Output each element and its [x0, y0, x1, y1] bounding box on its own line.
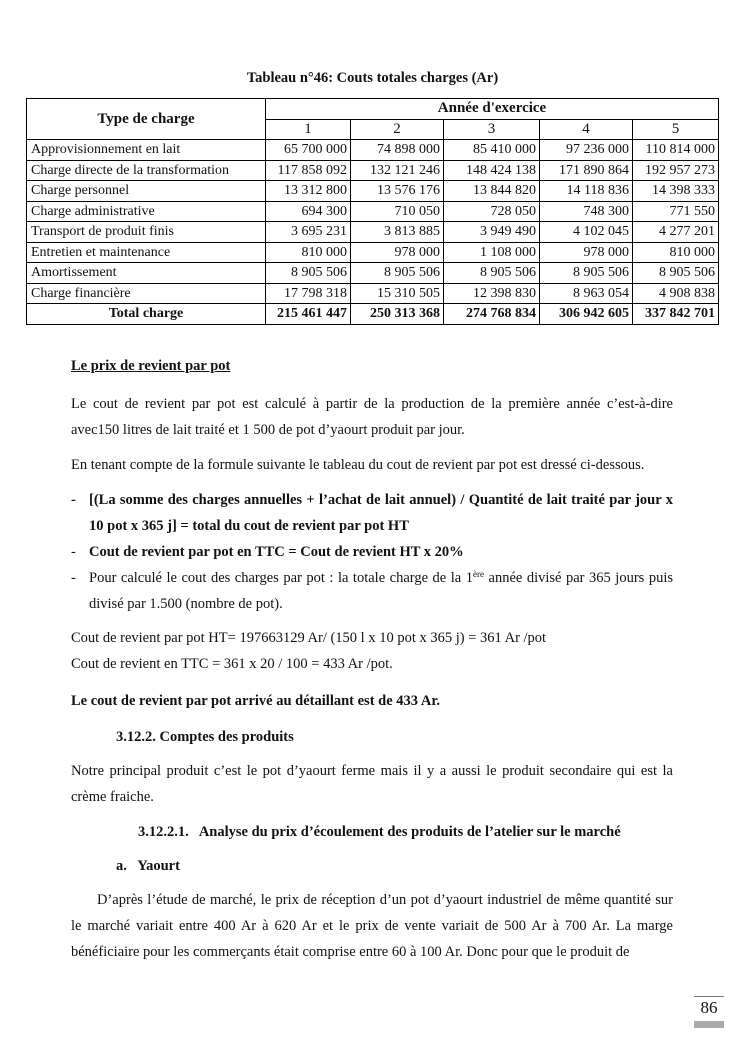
cell-value: 3 949 490: [444, 222, 540, 243]
header-year-4: 4: [540, 119, 633, 140]
heading-analyse-prix: 3.12.2.1. Analyse du prix d’écoulement des produits de l’atelier sur le marché: [138, 824, 621, 840]
page-number-bar: [694, 1021, 724, 1028]
cell-value: 8 905 506: [540, 263, 633, 284]
row-label: Charge personnel: [27, 181, 266, 202]
total-value: 274 768 834: [444, 304, 540, 325]
cell-value: 74 898 000: [351, 140, 444, 161]
cell-value: 8 963 054: [540, 283, 633, 304]
bullet-formule-ttc: [71, 539, 673, 565]
cell-value: 3 695 231: [266, 222, 351, 243]
header-annee-exercice: Année d'exercice: [266, 99, 719, 120]
row-label: Charge administrative: [27, 201, 266, 222]
bullet-calcul-charges: [71, 565, 673, 617]
cell-value: 15 310 505: [351, 283, 444, 304]
total-value: 215 461 447: [266, 304, 351, 325]
row-label: Entretien et maintenance: [27, 242, 266, 263]
superscript: ère: [473, 569, 484, 579]
total-value: 250 313 368: [351, 304, 444, 325]
cell-value: 85 410 000: [444, 140, 540, 161]
paragraph-cout-revient: Le cout de revient par pot est calculé à partir de la production de la première année c’est-à-dire avec150 litres de lait traité et 1 500 de pot d’yaourt produit par jour.: [71, 396, 673, 438]
cell-value: 13 576 176: [351, 181, 444, 202]
paragraph-yaourt: D’après l’étude de marché, le prix de réception d’un pot d’yaourt industriel de même quantité sur le marché variait entre 400 Ar à 620 Ar et le prix de vente variait de 500 Ar à 700 Ar. La marge bénéficiaire pour les commerçants était comprise entre 60 à 100 Ar. Donc pour que le produit de: [71, 892, 673, 960]
bullet-dash: -: [71, 570, 76, 586]
cell-value: 4 102 045: [540, 222, 633, 243]
header-year-2: 2: [351, 119, 444, 140]
cell-value: 13 844 820: [444, 181, 540, 202]
cell-value: 771 550: [633, 201, 719, 222]
cell-value: 97 236 000: [540, 140, 633, 161]
cell-value: 14 398 333: [633, 181, 719, 202]
heading-yaourt: a. Yaourt: [116, 858, 180, 874]
cell-value: 4 277 201: [633, 222, 719, 243]
cell-value: 810 000: [633, 242, 719, 263]
cell-value: 192 957 273: [633, 160, 719, 181]
row-label: Amortissement: [27, 263, 266, 284]
bullet-text: [(La somme des charges annuelles + l’achat de lait annuel) / Quantité de lait traité par jour x 10 pot x 365 j] = total du cout de revient par pot HT: [89, 492, 673, 534]
cell-value: 4 908 838: [633, 283, 719, 304]
bullet-text-part: Pour calculé le cout des charges par pot : la totale charge de la 1: [89, 570, 473, 586]
total-row: [27, 304, 719, 325]
bullet-text: Cout de revient par pot en TTC = Cout de revient HT x 20%: [89, 544, 464, 560]
paragraph-produits: Notre principal produit c’est le pot d’yaourt ferme mais il y a aussi le produit secondaire qui est la crème fraiche.: [71, 763, 673, 805]
cell-value: 978 000: [540, 242, 633, 263]
page-number-rule: [694, 996, 724, 997]
cell-value: 8 905 506: [266, 263, 351, 284]
cell-value: 1 108 000: [444, 242, 540, 263]
table-row: [27, 201, 719, 222]
heading-prix-de-revient: Le prix de revient par pot: [71, 358, 231, 374]
total-value: 337 842 701: [633, 304, 719, 325]
total-value: 306 942 605: [540, 304, 633, 325]
cell-value: 14 118 836: [540, 181, 633, 202]
table-row: [27, 181, 719, 202]
cell-value: 148 424 138: [444, 160, 540, 181]
bullet-dash: -: [71, 544, 76, 560]
conclusion-cout: Le cout de revient par pot arrivé au détaillant est de 433 Ar.: [71, 693, 441, 709]
cell-value: 710 050: [351, 201, 444, 222]
cell-value: 110 814 000: [633, 140, 719, 161]
header-type-de-charge: Type de charge: [27, 99, 266, 140]
cell-value: 132 121 246: [351, 160, 444, 181]
header-year-3: 3: [444, 119, 540, 140]
header-year-5: 5: [633, 119, 719, 140]
table-row: [27, 140, 719, 161]
cell-value: 171 890 864: [540, 160, 633, 181]
cell-value: 12 398 830: [444, 283, 540, 304]
charges-table: [26, 98, 719, 325]
bullet-formule-ht: [71, 487, 673, 539]
row-label: Transport de produit finis: [27, 222, 266, 243]
calc-ht: Cout de revient par pot HT= 197663129 Ar/ (150 l x 10 pot x 365 j) = 361 Ar /pot: [71, 630, 547, 646]
calc-ttc: Cout de revient en TTC = 361 x 20 / 100 = 433 Ar /pot.: [71, 656, 393, 672]
cell-value: 728 050: [444, 201, 540, 222]
total-label: Total charge: [27, 304, 266, 325]
bullet-dash: -: [71, 492, 76, 508]
cell-value: 694 300: [266, 201, 351, 222]
cell-value: 978 000: [351, 242, 444, 263]
table-row: [27, 160, 719, 181]
cell-value: 13 312 800: [266, 181, 351, 202]
cell-value: 810 000: [266, 242, 351, 263]
cell-value: 8 905 506: [444, 263, 540, 284]
cell-value: 8 905 506: [351, 263, 444, 284]
cell-value: 65 700 000: [266, 140, 351, 161]
bullet-text-part: année divisé par 365 jours puis divisé par 1.500 (nombre de pot).: [89, 570, 673, 612]
cell-value: 117 858 092: [266, 160, 351, 181]
cell-value: 3 813 885: [351, 222, 444, 243]
table-title: Tableau n°46: Couts totales charges (Ar): [246, 70, 499, 86]
row-label: Charge financière: [27, 283, 266, 304]
heading-comptes-produits: 3.12.2. Comptes des produits: [116, 729, 294, 745]
header-year-1: 1: [266, 119, 351, 140]
table-row: [27, 283, 719, 304]
table-row: [27, 263, 719, 284]
table-row: [27, 222, 719, 243]
page-number: 86: [700, 998, 718, 1017]
cell-value: 8 905 506: [633, 263, 719, 284]
cell-value: 748 300: [540, 201, 633, 222]
paragraph-formule: En tenant compte de la formule suivante le tableau du cout de revient par pot est dressé ci-dessous.: [71, 457, 645, 473]
table-row: [27, 242, 719, 263]
bullet-text: [89, 565, 673, 617]
row-label: Approvisionnement en lait: [27, 140, 266, 161]
cell-value: 17 798 318: [266, 283, 351, 304]
row-label: Charge directe de la transformation: [27, 160, 266, 181]
